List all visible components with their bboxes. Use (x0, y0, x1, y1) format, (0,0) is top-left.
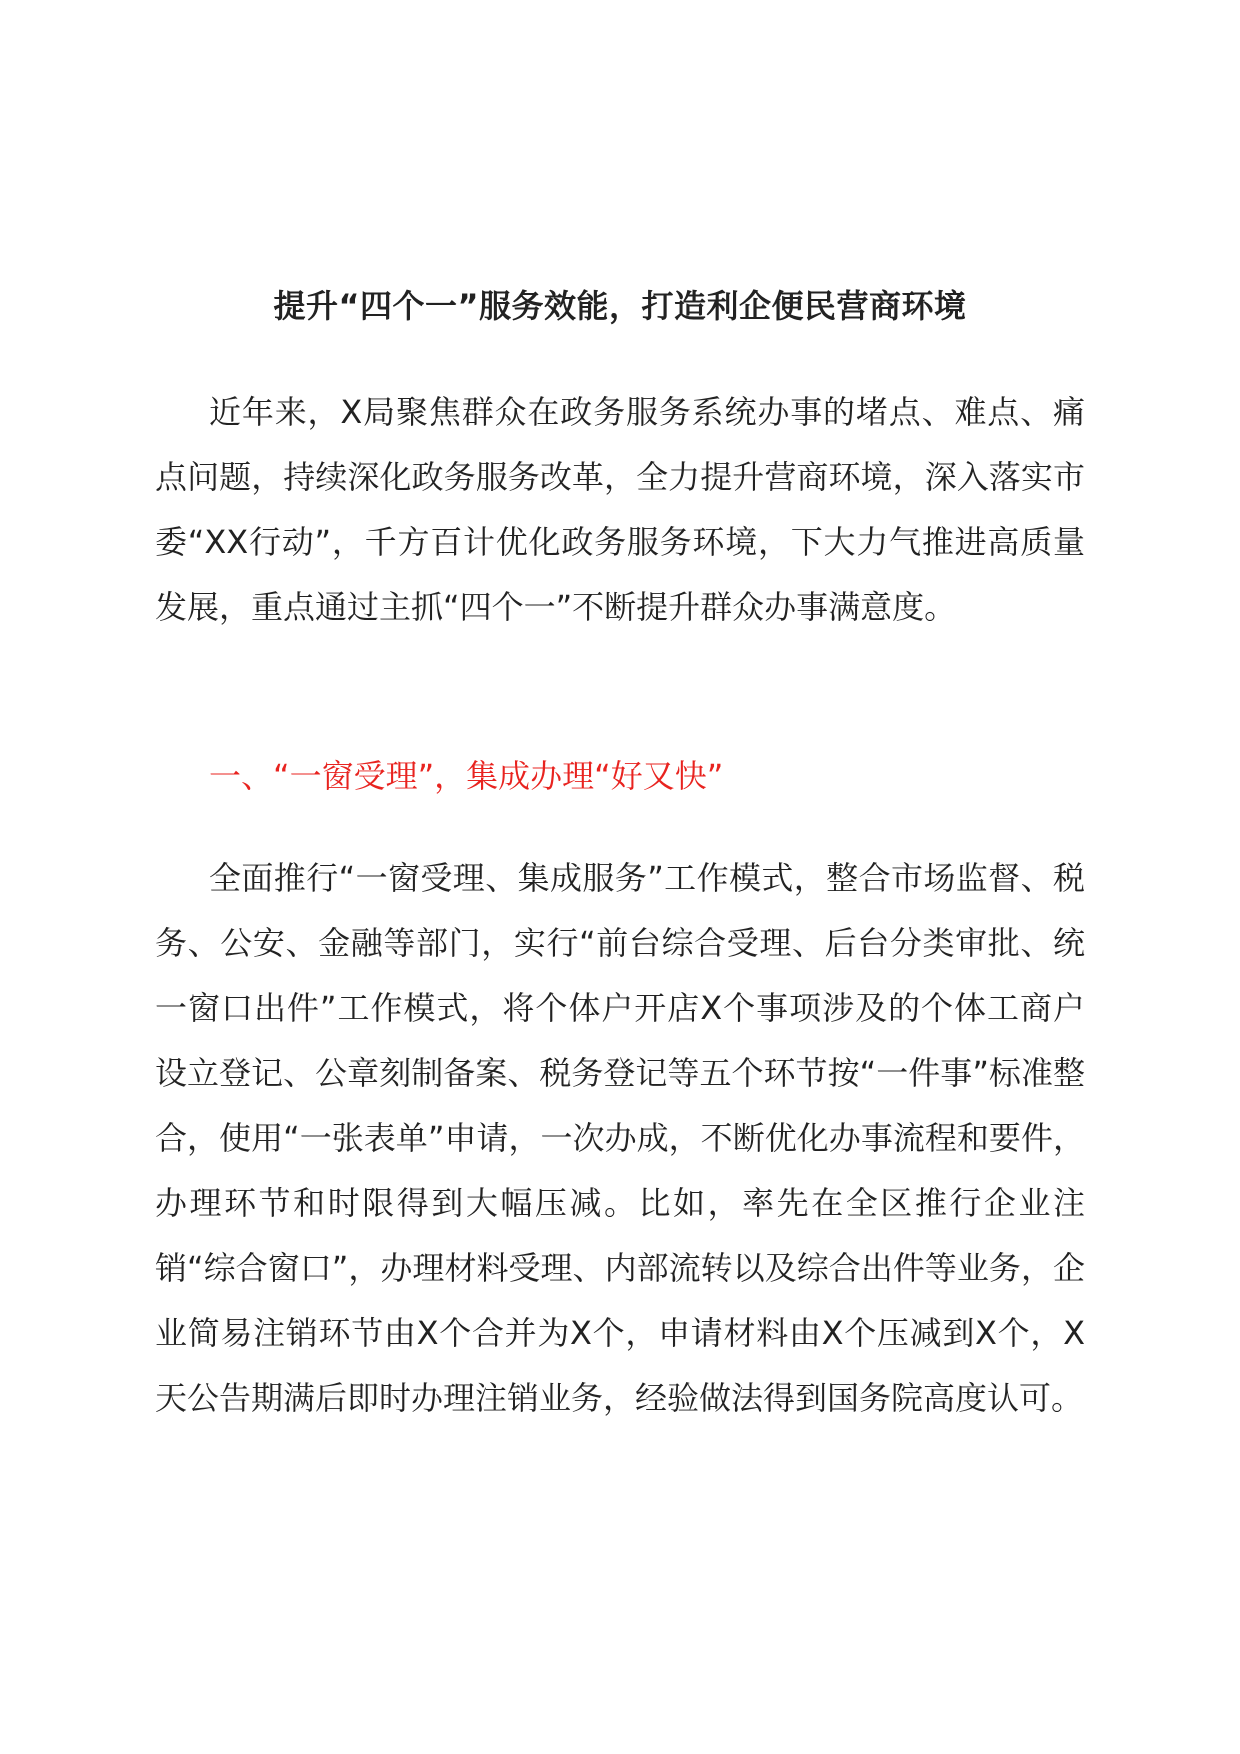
intro-paragraph: 近年来，X局聚焦群众在政务服务系统办事的堵点、难点、痛点问题，持续深化政务服务改革，全力提升营商环境，深入落实市委“XX行动”，千方百计优化政务服务环境，下大力气推进高质量发展，重点通过主抓“四个一”不断提升群众办事满意度。 (155, 393, 1085, 626)
document-title: 提升“四个一”服务效能，打造利企便民营商环境 (273, 287, 967, 325)
section-heading: 一、“一窗受理”，集成办理“好又快” (209, 757, 724, 795)
section-body-paragraph: 全面推行“一窗受理、集成服务”工作模式，整合市场监督、税务、公安、金融等部门，实行“前台综合受理、后台分类审批、统一窗口出件”工作模式，将个体户开店X个事项涉及的个体工商户设立登记、公章刻制备案、税务登记等五个环节按“一件事”标准整合，使用“一张表单”申请，一次办成，不断优化办事流程和要件，办理环节和时限得到大幅压减。比如，率先在全区推行企业注销“综合窗口”，办理材料受理、内部流转以及综合出件等业务，企业简易注销环节由X个合并为X个，申请材料由X个压减到X个，X天公告期满后即时办理注销业务，经验做法得到国务院高度认可。 (155, 859, 1085, 1417)
